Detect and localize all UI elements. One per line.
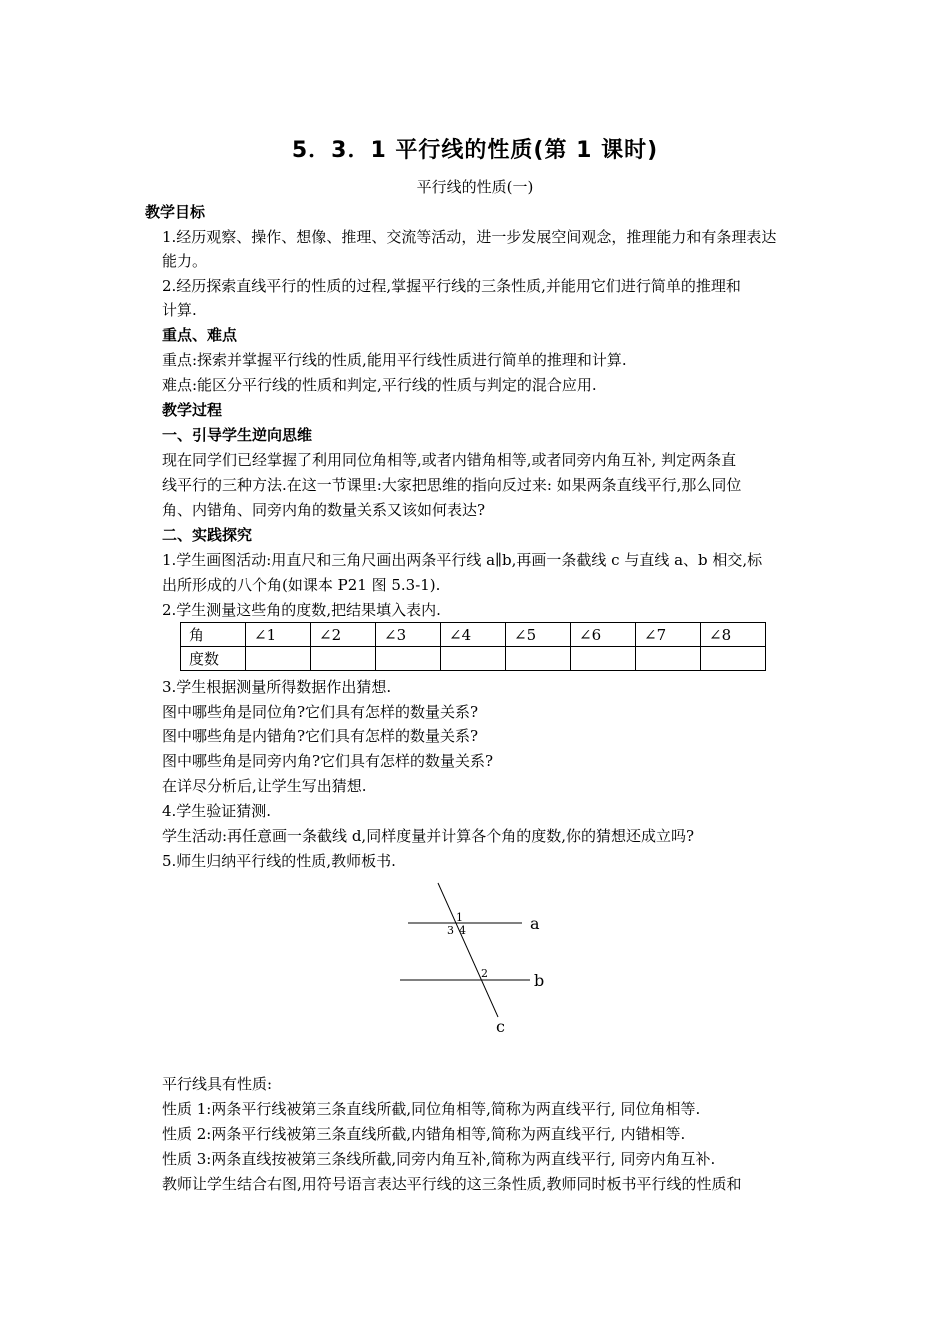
page-subtitle: 平行线的性质(一) bbox=[416, 178, 534, 196]
part1-heading: 一、引导学生逆向思维 bbox=[162, 426, 313, 444]
step1-line2: 出所形成的八个角(如课本 P21 图 5.3-1). bbox=[162, 576, 441, 594]
angle-label-1: 1 bbox=[456, 911, 463, 924]
step1-line1: 1.学生画图活动:用直尺和三角尺画出两条平行线 a∥b,再画一条截线 c 与直线 a、b 相交,标 bbox=[162, 551, 763, 569]
table-header-angle: 角 bbox=[181, 623, 246, 647]
question-alternate: 图中哪些角是内错角?它们具有怎样的数量关系? bbox=[162, 727, 479, 745]
parallel-lines-figure bbox=[380, 875, 580, 1040]
table-cell-angle3: ∠3 bbox=[376, 623, 441, 647]
table-cell-empty bbox=[441, 647, 506, 671]
table-cell-angle6: ∠6 bbox=[571, 623, 636, 647]
line-label-a: a bbox=[530, 914, 540, 933]
table-cell-empty bbox=[571, 647, 636, 671]
part1-line3: 角、内错角、同旁内角的数量关系又该如何表达? bbox=[162, 501, 486, 519]
angle-measure-table bbox=[180, 622, 766, 671]
table-cell-angle2: ∠2 bbox=[311, 623, 376, 647]
table-cell-empty bbox=[246, 647, 311, 671]
property-1: 性质 1:两条平行线被第三条直线所截,同位角相等,简称为两直线平行, 同位角相等. bbox=[162, 1100, 701, 1118]
table-cell-empty bbox=[636, 647, 701, 671]
key-point: 重点:探索并掌握平行线的性质,能用平行线性质进行简单的推理和计算. bbox=[162, 351, 627, 369]
step3: 3.学生根据测量所得数据作出猜想. bbox=[162, 678, 392, 696]
line-label-c: c bbox=[496, 1017, 505, 1036]
goal2-line2: 计算. bbox=[162, 301, 197, 319]
table-cell-angle5: ∠5 bbox=[506, 623, 571, 647]
table-cell-empty bbox=[506, 647, 571, 671]
table-row bbox=[181, 623, 766, 647]
angle-label-3: 3 bbox=[447, 924, 454, 937]
table-cell-empty bbox=[701, 647, 766, 671]
properties-intro: 平行线具有性质: bbox=[162, 1075, 273, 1093]
table-row bbox=[181, 647, 766, 671]
goal1-line2: 能力。 bbox=[162, 252, 208, 270]
student-activity: 学生活动:再任意画一条截线 d,同样度量并计算各个角的度数,你的猜想还成立吗? bbox=[162, 827, 695, 845]
line-label-b: b bbox=[534, 971, 545, 990]
process-heading: 教学过程 bbox=[162, 401, 223, 419]
step4: 4.学生验证猜测. bbox=[162, 802, 272, 820]
question-consecutive: 图中哪些角是同旁内角?它们具有怎样的数量关系? bbox=[162, 752, 494, 770]
part1-line1: 现在同学们已经掌握了利用同位角相等,或者内错角相等,或者同旁内角互补, 判定两条直 bbox=[162, 451, 737, 469]
property-3: 性质 3:两条直线按被第三条线所截,同旁内角互补,简称为两直线平行, 同旁内角互补. bbox=[162, 1150, 716, 1168]
step2: 2.学生测量这些角的度数,把结果填入表内. bbox=[162, 601, 441, 619]
angle-label-2: 2 bbox=[481, 967, 488, 980]
line-c bbox=[438, 883, 498, 1017]
table-cell-angle8: ∠8 bbox=[701, 623, 766, 647]
part1-line2: 线平行的三种方法.在这一节课里:大家把思维的指向反过来: 如果两条直线平行,那么同位 bbox=[162, 476, 742, 494]
key-heading: 重点、难点 bbox=[162, 326, 238, 344]
question-corresponding: 图中哪些角是同位角?它们具有怎样的数量关系? bbox=[162, 703, 479, 721]
table-header-degree: 度数 bbox=[181, 647, 246, 671]
difficulty: 难点:能区分平行线的性质和判定,平行线的性质与判定的混合应用. bbox=[162, 376, 597, 394]
page-title: 5．3．1 平行线的性质(第 1 课时) bbox=[291, 138, 659, 163]
table-cell-empty bbox=[311, 647, 376, 671]
angle-label-4: 4 bbox=[459, 924, 466, 937]
table-cell-angle7: ∠7 bbox=[636, 623, 701, 647]
after-analysis: 在详尽分析后,让学生写出猜想. bbox=[162, 777, 367, 795]
teacher-instruction: 教师让学生结合右图,用符号语言表达平行线的这三条性质,教师同时板书平行线的性质和 bbox=[162, 1175, 742, 1193]
table-cell-angle1: ∠1 bbox=[246, 623, 311, 647]
goal1-line1: 1.经历观察、操作、想像、推理、交流等活动，进一步发展空间观念，推理能力和有条理表达 bbox=[162, 228, 777, 246]
property-2: 性质 2:两条平行线被第三条直线所截,内错角相等,简称为两直线平行, 内错相等. bbox=[162, 1125, 686, 1143]
goal2-line1: 2.经历探索直线平行的性质的过程,掌握平行线的三条性质,并能用它们进行简单的推理和 bbox=[162, 277, 741, 295]
table-cell-empty bbox=[376, 647, 441, 671]
goals-heading: 教学目标 bbox=[145, 203, 206, 221]
step5: 5.师生归纳平行线的性质,教师板书. bbox=[162, 852, 396, 870]
table-cell-angle4: ∠4 bbox=[441, 623, 506, 647]
part2-heading: 二、实践探究 bbox=[162, 526, 253, 544]
